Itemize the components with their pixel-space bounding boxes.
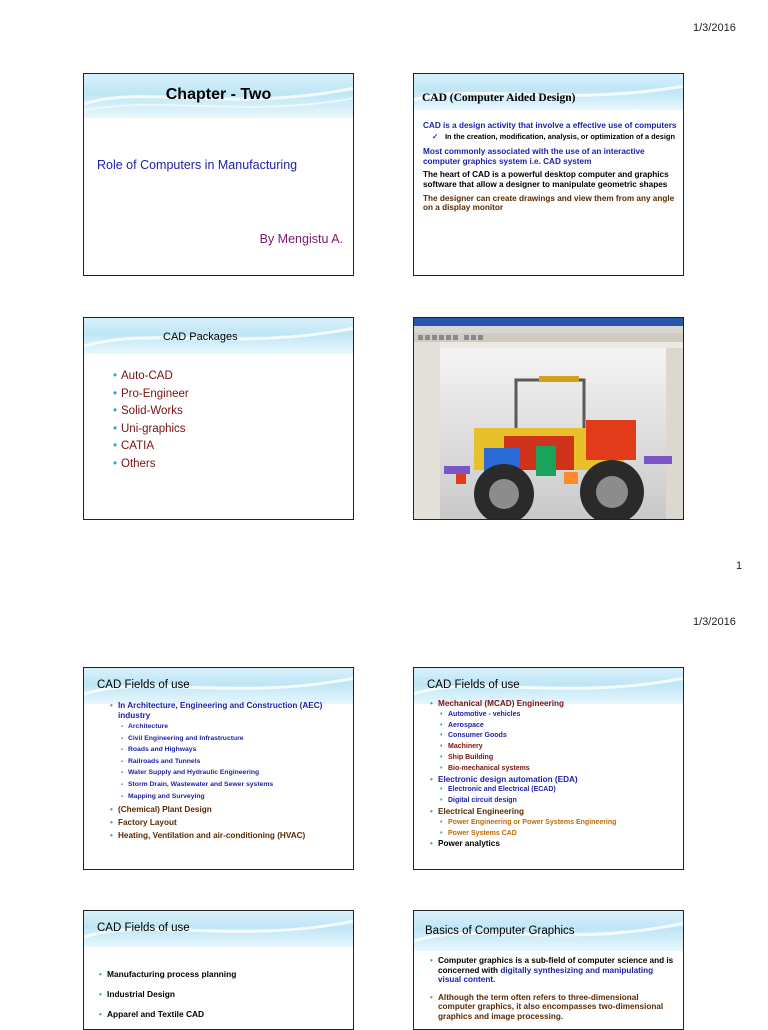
slide-title: CAD Fields of use — [427, 679, 520, 691]
list-item: • Uni-graphics — [121, 421, 189, 439]
cad-tractor-model-icon — [414, 318, 683, 519]
slide-header-band — [84, 668, 353, 704]
slide-cad-fields-engineering — [413, 667, 684, 870]
slide-title: CAD Packages — [163, 331, 238, 343]
slide-body — [118, 701, 348, 842]
hvac-item: • Heating, Ventilation and air-conditioning (HVAC) — [118, 829, 348, 842]
power-analytics-item: • Power analytics — [438, 839, 678, 850]
slide-title: CAD (Computer Aided Design) — [422, 92, 576, 104]
slide-cad-screenshot — [413, 317, 684, 520]
slide-subtitle: Role of Computers in Manufacturing — [97, 158, 298, 172]
cad-interactive-text: Most commonly associated with the use of an interactive computer graphics system i.e. CAD system — [423, 147, 645, 166]
eda-subitems — [448, 785, 678, 807]
slide-body — [438, 699, 678, 850]
list-item: • CATIA — [121, 438, 189, 456]
list-item: • Others — [121, 456, 189, 474]
list-item: • Bio-mechanical systems — [448, 764, 678, 775]
list-item: - Roads and Highways — [121, 746, 197, 754]
slide-header-band — [84, 318, 353, 354]
electrical-subitems — [448, 818, 678, 840]
list-item: • Manufacturing process planning — [107, 964, 236, 984]
slide-header-band — [84, 74, 353, 118]
more-fields-list — [107, 964, 236, 1024]
list-item: - Civil Engineering and Infrastructure — [121, 734, 244, 742]
slide-cad-fields-aec — [83, 667, 354, 870]
slide-title: Chapter - Two — [165, 86, 272, 103]
mcad-subitems — [448, 710, 678, 775]
list-item: - Storm Drain, Wastewater and Sewer systems — [121, 780, 274, 788]
list-item: • Power Systems CAD — [448, 829, 678, 840]
list-item: • Pro-Engineer — [121, 386, 189, 404]
aec-item: • In Architecture, Engineering and Construction (AEC) industry — [118, 701, 348, 721]
slide-header-band — [414, 911, 683, 951]
list-item: • Apparel and Textile CAD — [107, 1004, 236, 1024]
slide-header-band — [84, 911, 353, 947]
cad-definition-sub: ✓ In the creation, modification, analysis, or optimization of a design — [432, 131, 675, 141]
list-item: • Aerospace — [448, 721, 678, 732]
aec-subitems — [121, 721, 348, 802]
list-item: • Automotive - vehicles — [448, 710, 678, 721]
mcad-item: • Mechanical (MCAD) Engineering — [438, 699, 678, 710]
slide-cad-fields-more — [83, 910, 354, 1030]
list-item: • Digital circuit design — [448, 796, 678, 807]
slide-body — [438, 956, 678, 1022]
slide-title: Basics of Computer Graphics — [425, 925, 575, 937]
list-item: - Railroads and Tunnels — [121, 757, 201, 765]
slide-cad-packages — [83, 317, 354, 520]
slide-header-band — [414, 74, 683, 110]
list-item: - Architecture — [121, 723, 169, 730]
plant-design-item: • (Chemical) Plant Design — [118, 803, 348, 816]
list-item: • Consumer Goods — [448, 731, 678, 742]
slide-cad-definition — [413, 73, 684, 276]
slide-author: By Mengistu A. — [259, 232, 343, 246]
list-item: • Power Engineering or Power Systems Engineering — [448, 818, 678, 829]
cad-definition-text: CAD is a design activity that involve a effective use of computers — [423, 121, 677, 130]
list-item: • Electronic and Electrical (ECAD) — [448, 785, 678, 796]
page-date: 1/3/2016 — [693, 616, 736, 628]
eda-item: • Electronic design automation (EDA) — [438, 775, 678, 786]
cad-drawings-text: The designer can create drawings and view them from any angle on a display monitor — [423, 193, 675, 213]
cad-packages-list — [121, 368, 189, 473]
slide-title: CAD Fields of use — [97, 679, 190, 691]
graphics-definition-text: • Computer graphics is a sub-field of computer science and is concerned with digitally synthesizing and manipulating visual content. — [438, 956, 678, 985]
graphics-scope-text: • Although the term often refers to three-dimensional computer graphics, it also encompasses two-dimensional graphics and image processing. — [438, 993, 678, 1022]
list-item: • Auto-CAD — [121, 368, 189, 386]
list-item: - Water Supply and Hydraulic Engineering — [121, 769, 260, 777]
list-item: • Ship Building — [448, 753, 678, 764]
page-number: 1 — [736, 560, 743, 572]
electrical-item: • Electrical Engineering — [438, 807, 678, 818]
list-item: - Mapping and Surveying — [121, 792, 205, 800]
cad-heart-text: The heart of CAD is a powerful desktop computer and graphics software that allow a designer to manipulate geometric shapes — [423, 170, 669, 189]
checkmark-icon: ✓ — [432, 131, 439, 141]
slide-body — [423, 121, 678, 213]
list-item: • Industrial Design — [107, 984, 236, 1004]
slide-title: CAD Fields of use — [97, 922, 190, 934]
factory-layout-item: • Factory Layout — [118, 816, 348, 829]
list-item: • Machinery — [448, 742, 678, 753]
list-item: • Solid-Works — [121, 403, 189, 421]
slide-chapter-title — [83, 73, 354, 276]
page-date: 1/3/2016 — [693, 22, 736, 34]
slide-computer-graphics — [413, 910, 684, 1030]
